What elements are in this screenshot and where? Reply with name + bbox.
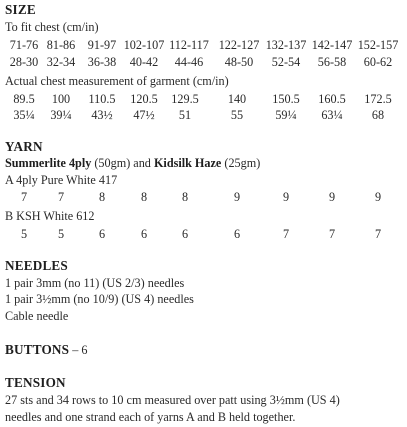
yarn-b-cell: 6 [181,227,189,241]
actual-in-cell: 35¼ [13,108,35,122]
yarn-b-label: B KSH White 612 [5,209,95,223]
actual-in-cell: 68 [371,108,385,122]
yarn-a-cell: 7 [57,190,65,204]
yarn-name-kidsilk: Kidsilk Haze [153,156,222,170]
actual-cm-cell: 160.5 [318,92,346,106]
actual-in-cell: 39¼ [50,108,72,122]
actual-cm-cell: 89.5 [13,92,35,106]
actual-in-cell: 55 [230,108,244,122]
actual-in-cell: 43½ [91,108,113,122]
fit-cm-cell: 91-97 [87,38,117,52]
yarn-b-cell: 7 [282,227,290,241]
yarn-b-cell: 5 [57,227,65,241]
fit-cm-cell: 81-86 [46,38,76,52]
actual-cm-cell: 140 [227,92,247,106]
yarn-a-cell: 8 [140,190,148,204]
actual-cm-cell: 120.5 [130,92,158,106]
fit-in-cell: 44-46 [174,55,204,69]
fit-in-cell: 52-54 [271,55,301,69]
fit-cm-cell: 102-107 [123,38,165,52]
tension-line-1: 27 sts and 34 rows to 10 cm measured over patt using 3½mm (US 4) [5,393,340,407]
tension-line-2: needles and one strand each of yarns A and B held together. [5,410,296,424]
yarn-b-cell: 6 [98,227,106,241]
size-heading: SIZE [5,2,36,17]
buttons-value: – 6 [69,343,88,357]
actual-cm-cell: 100 [51,92,71,106]
actual-in-cell: 51 [178,108,192,122]
buttons-heading: BUTTONS [5,342,70,357]
fit-cm-cell: 142-147 [311,38,353,52]
fit-in-cell: 56-58 [317,55,347,69]
buttons-line [5,343,87,357]
yarn-a-cell: 9 [282,190,290,204]
actual-cm-cell: 150.5 [272,92,300,106]
yarn-a-cell: 9 [233,190,241,204]
needles-item-3: Cable needle [5,309,69,323]
yarn-b-cell: 7 [374,227,382,241]
yarn-desc-end: (25gm) [221,156,261,170]
fit-cm-cell: 71-76 [9,38,39,52]
fit-cm-cell: 122-127 [218,38,260,52]
yarn-a-cell: 7 [20,190,28,204]
actual-cm-cell: 172.5 [364,92,392,106]
yarn-a-cell: 8 [98,190,106,204]
fit-cm-cell: 112-117 [169,38,209,52]
yarn-a-cell: 9 [374,190,382,204]
yarn-heading: YARN [5,139,43,154]
yarn-b-cell: 6 [140,227,148,241]
yarn-a-label: A 4ply Pure White 417 [5,173,118,187]
needles-item-2: 1 pair 3½mm (no 10/9) (US 4) needles [5,292,194,306]
yarn-b-cell: 7 [328,227,336,241]
fit-cm-cell: 132-137 [265,38,307,52]
actual-cm-cell: 129.5 [171,92,199,106]
fit-in-cell: 48-50 [224,55,254,69]
fit-in-cell: 32-34 [46,55,76,69]
fit-in-cell: 60-62 [363,55,393,69]
yarn-a-cell: 9 [328,190,336,204]
needles-heading: NEEDLES [5,258,68,273]
fit-chest-label: To fit chest (cm/in) [5,20,99,34]
yarn-b-cell: 6 [233,227,241,241]
actual-cm-cell: 110.5 [88,92,116,106]
yarn-description [5,156,260,170]
yarn-b-cell: 5 [20,227,28,241]
actual-chest-label: Actual chest measurement of garment (cm/in) [5,74,229,88]
actual-in-cell: 63¼ [321,108,343,122]
fit-cm-cell: 152-157 [357,38,399,52]
actual-in-cell: 59¼ [275,108,297,122]
yarn-name-summerlite: Summerlite 4ply [5,156,92,170]
yarn-desc-mid: (50gm) and [91,156,154,170]
tension-heading: TENSION [5,375,66,390]
fit-in-cell: 36-38 [87,55,117,69]
fit-in-cell: 40-42 [129,55,159,69]
yarn-a-cell: 8 [181,190,189,204]
fit-in-cell: 28-30 [9,55,39,69]
needles-item-1: 1 pair 3mm (no 11) (US 2/3) needles [5,276,185,290]
actual-in-cell: 47½ [133,108,155,122]
